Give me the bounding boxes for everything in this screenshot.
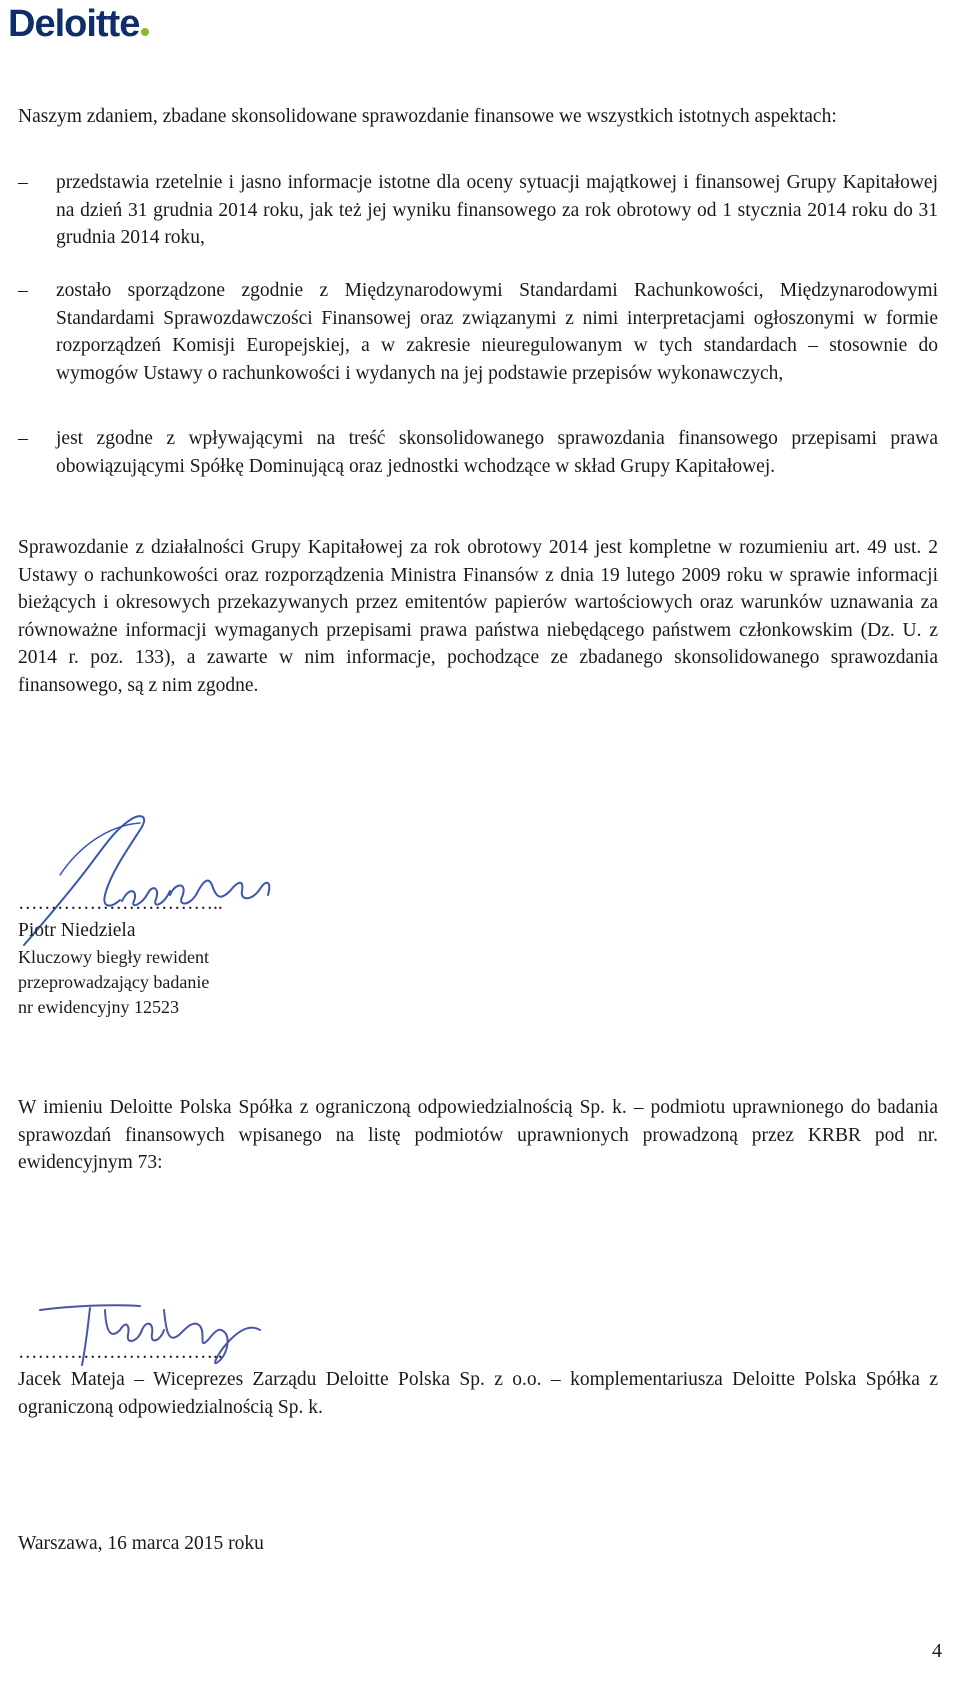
bullet-text: zostało sporządzone zgodnie z Międzynarodowymi Standardami Rachunkowości, Międzynarodowymi Standardami Sprawozdawczości Finansowej oraz związanymi z nimi interpretacjami ogłoszonymi w formie rozporządzeń Komisji Europejskiej, a w zakresie nieuregulowanym w tych standardach – stosownie do wymogów Ustawy o rachunkowości i wydanych na jej podstawie przepisów wykonawczych,: [56, 280, 938, 384]
place-date: Warszawa, 16 marca 2015 roku: [18, 1533, 264, 1554]
signature-line-1: …………………………..: [18, 893, 223, 914]
logo-text: Deloitte: [8, 3, 140, 45]
bullet-dash: –: [18, 280, 28, 301]
signatory-1-role: Kluczowy biegły rewident: [18, 947, 209, 967]
logo-dot: [141, 28, 149, 36]
opinion-intro: Naszym zdaniem, zbadane skonsolidowane sprawozdanie finansowe we wszystkich istotnych aspektach:: [18, 106, 837, 127]
page-number: 4: [932, 1640, 942, 1662]
opinion-bullet: [18, 425, 938, 480]
report-paragraph: Sprawozdanie z działalności Grupy Kapitałowej za rok obrotowy 2014 jest kompletne w rozumieniu art. 49 ust. 2 Ustawy o rachunkowości oraz rozporządzenia Ministra Finansów z dnia 19 lutego 2009 roku w sprawie informacji bieżących i okresowych przekazywanych przez emitentów papierów wartościowych oraz warunków uznawania za równoważne informacji wymaganych przepisami prawa państwa niebędącego państwem członkowskim (Dz. U. z 2014 r. poz. 133), a zawarte w nim informacje, pochodzące ze zbadanego skonsolidowanego sprawozdania finansowego, są z nim zgodne.: [18, 537, 938, 696]
opinion-bullet: [18, 277, 938, 387]
bullet-text: przedstawia rzetelnie i jasno informacje istotne dla oceny sytuacji majątkowej i finansowej Grupy Kapitałowej na dzień 31 grudnia 2014 roku, jak też jej wyniku finansowego za rok obrotowy od 1 stycznia 2014 roku do 31 grudnia 2014 roku,: [56, 172, 938, 248]
bullet-text: jest zgodne z wpływającymi na treść skonsolidowanego sprawozdania finansowego przepisami prawa obowiązującymi Spółkę Dominującą oraz jednostki wchodzące w skład Grupy Kapitałowej.: [56, 428, 938, 477]
bullet-dash: –: [18, 172, 28, 193]
deloitte-logo: [8, 2, 149, 46]
signatory-1-name: Piotr Niedziela: [18, 920, 136, 941]
firm-paragraph: W imieniu Deloitte Polska Spółka z ograniczoną odpowiedzialnością Sp. k. – podmiotu uprawnionego do badania sprawozdań finansowych wpisanego na listę podmiotów uprawnionych prowadzoną przez KRBR pod nr. ewidencyjnym 73:: [18, 1097, 938, 1173]
signatory-1-registry: nr ewidencyjny 12523: [18, 997, 179, 1017]
bullet-dash: –: [18, 428, 28, 449]
signature-line-2: …………………………..: [18, 1342, 223, 1363]
signatory-2-text: Jacek Mateja – Wiceprezes Zarządu Deloitte Polska Sp. z o.o. – komplementariusza Deloitte Polska Spółka z ograniczoną odpowiedzialnością Sp. k.: [18, 1369, 938, 1418]
signatory-1-role-2: przeprowadzający badanie: [18, 972, 210, 992]
opinion-bullet: [18, 169, 938, 252]
